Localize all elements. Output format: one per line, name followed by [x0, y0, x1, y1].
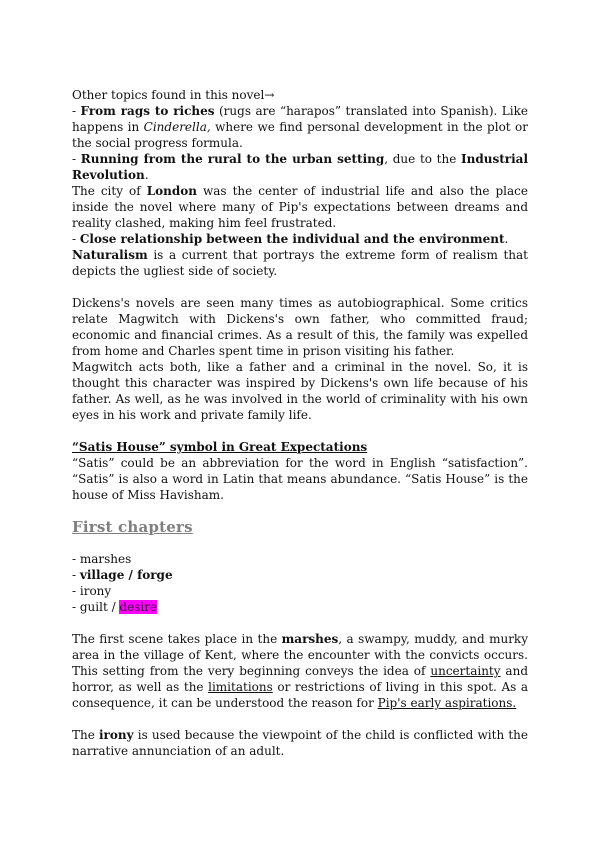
first-scene-paragraph	[72, 631, 528, 711]
rural-text-1: , due to the	[384, 152, 462, 166]
scene-underline-limitations: limitations	[208, 680, 273, 694]
irony-paragraph	[72, 727, 528, 759]
satis-paragraph: “Satis” could be an abbreviation for the word in English “satisfaction”. “Satis” is also a word in Latin that means abundance. “Satis House” is the house of Miss Havisham.	[72, 456, 528, 502]
intro-line: Other topics found in this novel→	[72, 88, 275, 102]
dickens-paragraph-1: Dickens's novels are seen many times as autobiographical. Some critics relate Magwitch with Dickens's own father, who committed fraud; economic and financial crimes. As a result of this, the family was expelled from home and Charles spent time in prison visiting his father.	[72, 296, 528, 358]
rags-paragraph	[72, 103, 528, 151]
satis-heading-text: “Satis House” symbol in Great Expectations	[72, 440, 368, 454]
naturalism-paragraph	[72, 247, 528, 279]
rags-dash: -	[72, 104, 81, 118]
rural-text-2: .	[144, 168, 149, 182]
close-bold: Close relationship between the individual and the environment	[79, 232, 505, 246]
irony-text-1: The	[72, 728, 99, 742]
list-item-irony: - irony	[72, 584, 112, 598]
list-item-guilt	[72, 599, 528, 615]
scene-text-4: or restrictions of living in this spot. As a consequence, it can be understood the reason for	[72, 680, 529, 710]
london-bold: London	[146, 184, 197, 198]
desire-highlight: desire	[119, 600, 158, 614]
rags-text-1: (rugs are “harapos” translated into Spanish). Like happens in	[72, 104, 528, 134]
scene-bold-marshes: marshes	[281, 632, 339, 646]
village-bold: village / forge	[79, 568, 173, 582]
scene-underline-uncertainty: uncertainty	[430, 664, 501, 678]
irony-bold: irony	[99, 728, 134, 742]
document-page	[72, 87, 528, 759]
scene-text-1: The first scene takes place in the	[72, 632, 282, 646]
guilt-prefix: - guilt /	[72, 600, 120, 614]
list-item-village	[72, 567, 528, 583]
rural-bold-2: Industrial Revolution	[72, 152, 528, 182]
dickens-paragraph-2: Magwitch acts both, like a father and a criminal in the novel. So, it is thought this character was inspired by Dickens's own life because of his father. As well, as he was involved in the world of criminality with his own eyes in his work and private family life.	[72, 360, 528, 422]
rural-paragraph	[72, 151, 528, 183]
scene-text-2: , a swampy, muddy, and murky area in the village of Kent, where the encounter with the convicts occurs. This setting from the very beginning conveys the idea of	[72, 632, 528, 678]
close-text: .	[504, 232, 509, 246]
rags-italic: Cinderella,	[143, 120, 211, 134]
rags-bold: From rags to riches	[80, 104, 215, 118]
irony-text-2: is used because the viewpoint of the child is conflicted with the narrative annunciation of an adult.	[72, 728, 528, 758]
london-text-1: The city of	[72, 184, 147, 198]
list-item-marshes: - marshes	[72, 552, 132, 566]
scene-underline-aspirations: Pip's early aspirations.	[377, 696, 517, 710]
first-chapters-heading: First chapters	[72, 518, 193, 536]
rural-dash: -	[72, 152, 81, 166]
london-text-2: was the center of industrial life and also the place inside the novel where many of Pip's expectations between dreams and reality clashed, making him feel frustrated.	[72, 184, 528, 230]
close-relationship-paragraph	[72, 231, 528, 247]
satis-heading	[72, 439, 528, 455]
village-dash: -	[72, 568, 80, 582]
rags-text-2: where we find personal development in the plot or the social progress formula.	[72, 120, 528, 150]
chapter-topics-list	[72, 551, 528, 615]
rural-bold-1: Running from the rural to the urban setting	[80, 152, 385, 166]
london-paragraph	[72, 183, 528, 231]
close-dash: -	[72, 232, 80, 246]
naturalism-bold: Naturalism	[72, 248, 148, 262]
naturalism-text: is a current that portrays the extreme form of realism that depicts the ugliest side of society.	[72, 248, 528, 278]
scene-text-3: and horror, as well as the	[72, 664, 528, 694]
